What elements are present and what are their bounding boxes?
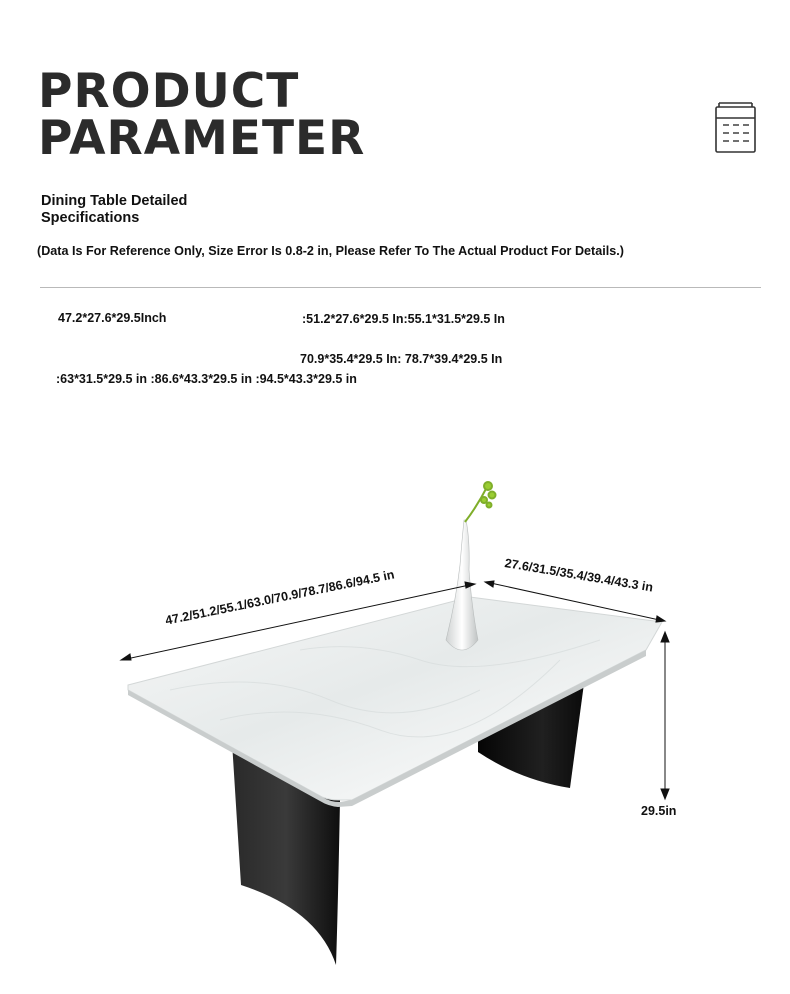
height-dimension-label: 29.5in	[641, 804, 677, 818]
length-dimension-label: 47.2/51.2/55.1/63.0/70.9/78.7/86.6/94.5 in	[164, 567, 396, 628]
page-title-line-1: PRODUCT	[38, 64, 300, 119]
size-option-2: :51.2*27.6*29.5 In:55.1*31.5*29.5 In	[302, 312, 505, 326]
subtitle-line-2: Specifications	[41, 210, 140, 226]
height-dimension-line	[661, 632, 669, 799]
subtitle-line-1: Dining Table Detailed	[41, 193, 188, 209]
size-option-4: :63*31.5*29.5 in :86.6*43.3*29.5 in :94.5*43.3*29.5 in	[56, 372, 357, 386]
page-title-line-2: PARAMETER	[38, 111, 366, 166]
size-option-1: 47.2*27.6*29.5Inch	[58, 311, 167, 325]
vase-plant	[465, 482, 496, 522]
reference-note: (Data Is For Reference Only, Size Error Is 0.8-2 in, Please Refer To The Actual Product For Details.)	[37, 244, 624, 258]
size-option-3: 70.9*35.4*29.5 In: 78.7*39.4*29.5 In	[300, 352, 503, 366]
width-dimension-label: 27.6/31.5/35.4/39.4/43.3 in	[503, 556, 655, 595]
